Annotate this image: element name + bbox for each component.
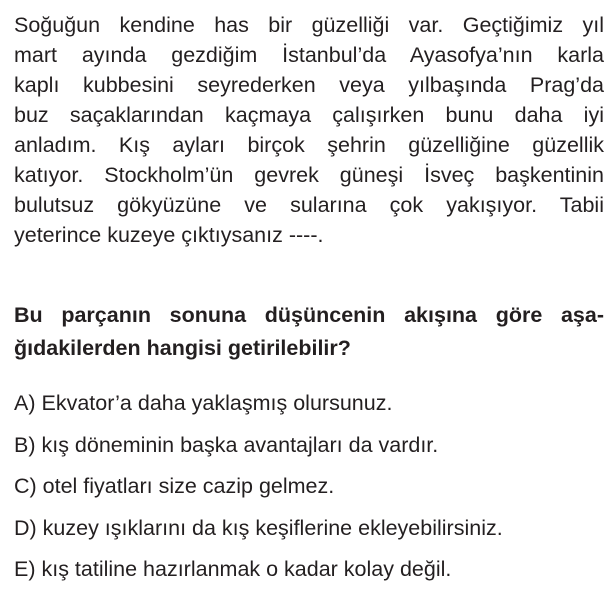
passage-line: Soğuğun kendine has bir güzelliği var. Geçtiğimiz yıl (14, 13, 604, 37)
option-b[interactable]: B) kış döneminin başka avantajları da vardır. (14, 432, 439, 457)
option-c[interactable]: C) otel fiyatları size cazip gelmez. (14, 474, 335, 498)
question-line: Bu parçanın sonuna düşüncenin akışına göre aşa- (14, 303, 604, 327)
answer-options (14, 383, 604, 591)
passage-line: kaplı kubbesini seyrederken veya yılbaşında Prag’da (14, 73, 604, 97)
option-d[interactable]: D) kuzey ışıklarını da kış keşiflerine ekleyebilirsiniz. (14, 515, 503, 540)
question-prompt (14, 299, 604, 365)
option-e[interactable]: E) kış tatiline hazırlanmak o kadar kolay değil. (14, 557, 452, 581)
passage-line: katıyor. Stockholm’ün gevrek güneşi İsveç başkentinin (14, 163, 604, 187)
option-a[interactable]: A) Ekvator’a daha yaklaşmış olursunuz. (14, 391, 393, 415)
passage-line: buz saçaklarından kaçmaya çalışırken bunu daha iyi (14, 103, 604, 127)
passage (14, 10, 604, 250)
passage-line-last: yeterince kuzeye çıktıysanız ----. (14, 223, 324, 247)
question-line: ğıdakilerden hangisi getirilebilir? (14, 336, 351, 360)
passage-line: bulutsuz gökyüzüne ve sularına çok yakışıyor. Tabii (14, 193, 604, 217)
passage-line: mart ayında gezdiğim İstanbul’da Ayasofya’nın karla (14, 43, 604, 67)
passage-line: anladım. Kış ayları birçok şehrin güzelliğine güzellik (14, 133, 604, 157)
